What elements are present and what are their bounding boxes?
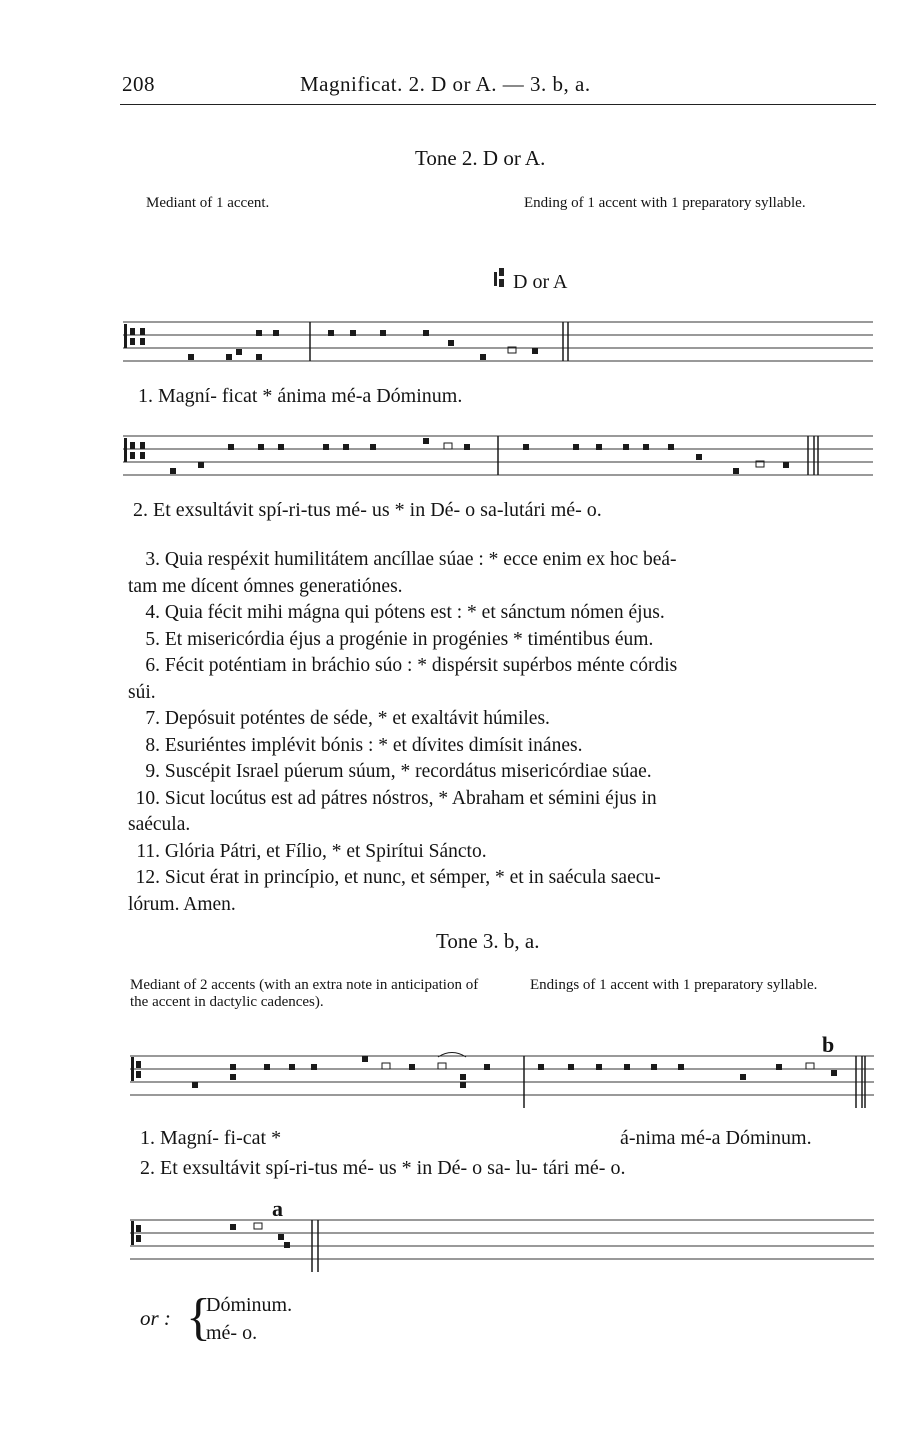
verse-8: 8. Esuriéntes implévit bónis : * et dívites dimísit inánes.: [145, 734, 583, 756]
verse-10: 10. Sicut locútus est ad pátres nóstros, * Abraham et sémini éjus in saécula.: [128, 787, 657, 835]
tone3-staff-2: [126, 1216, 878, 1276]
verse-12: 12. Sicut érat in princípio, et nunc, et sémper, * et in saécula saecu- lórum. Amen.: [128, 867, 661, 915]
tone3-mediant-note: Mediant of 2 accents (with an extra note in anticipation of the accent in dactylic cadences).: [130, 977, 479, 1010]
verse-3: 3. Quia respéxit humilitátem ancíllae súae : * ecce enim ex hoc beá- tam me dícent ómnes generatiónes.: [128, 549, 677, 597]
tone3-lyric-1-left: 1. Magní- fi-cat *: [140, 1127, 282, 1149]
verse-4: 4. Quia fécit mihi mágna qui pótens est : * et sánctum nómen éjus.: [145, 602, 665, 623]
tone2-staff-1: [118, 318, 878, 370]
verse-6: 6. Fécit poténtiam in bráchio súo : * dispérsit supérbos ménte córdis súi.: [128, 655, 678, 703]
page-number: 208: [122, 72, 155, 96]
tone2-clef-caption: [494, 268, 567, 294]
tone2-mediant-note: Mediant of 1 accent.: [146, 195, 270, 211]
tone3-title: Tone 3. b, a.: [436, 929, 540, 953]
tone3-lyric-1-right: á-nima mé-a Dóminum.: [620, 1127, 812, 1149]
tone3-ending-b-label: b: [822, 1032, 835, 1057]
running-title: Magnificat. 2. D or A. — 3. b, a.: [300, 72, 591, 96]
verse-5: 5. Et misericórdia éjus a progénie in progénies * timéntibus éum.: [145, 628, 654, 650]
tone3-ending-note: Endings of 1 accent with 1 preparatory syllable.: [530, 977, 818, 993]
tone2-lyric-2: 2. Et exsultávit spí-ri-tus mé- us * in Dé- o sa-lutári mé- o.: [133, 499, 602, 521]
tone2-lyric-1: 1. Magní- ficat * ánima mé-a Dóminum.: [138, 385, 463, 407]
tone3-ending-a-label: a: [272, 1196, 283, 1221]
tone3-lyric-2: 2. Et exsultávit spí-ri-tus mé- us * in Dé- o sa- lu- tári mé- o.: [140, 1157, 626, 1179]
brace-icon: {: [186, 1289, 211, 1346]
or-line-2: mé- o.: [206, 1322, 258, 1344]
clef-caption-text: D or A: [513, 271, 568, 293]
or-line-1: Dóminum.: [206, 1294, 293, 1316]
verse-9: 9. Suscépit Israel púerum súum, * recordátus misericórdiae súae.: [145, 761, 652, 782]
verse-11: 11. Glória Pátri, et Fílio, * et Spirítui Sáncto.: [136, 840, 487, 862]
or-label: or :: [140, 1306, 171, 1330]
tone2-ending-note: Ending of 1 accent with 1 preparatory syllable.: [524, 195, 806, 211]
verse-7: 7. Depósuit poténtes de séde, * et exaltávit húmiles.: [145, 708, 550, 729]
clef-icon: [494, 268, 508, 292]
tone2-title: Tone 2. D or A.: [415, 146, 546, 170]
tone2-staff-2: [118, 432, 878, 484]
tone3-staff-1: [126, 1052, 878, 1112]
header-rule: [120, 104, 876, 105]
verse-list: [128, 547, 878, 918]
